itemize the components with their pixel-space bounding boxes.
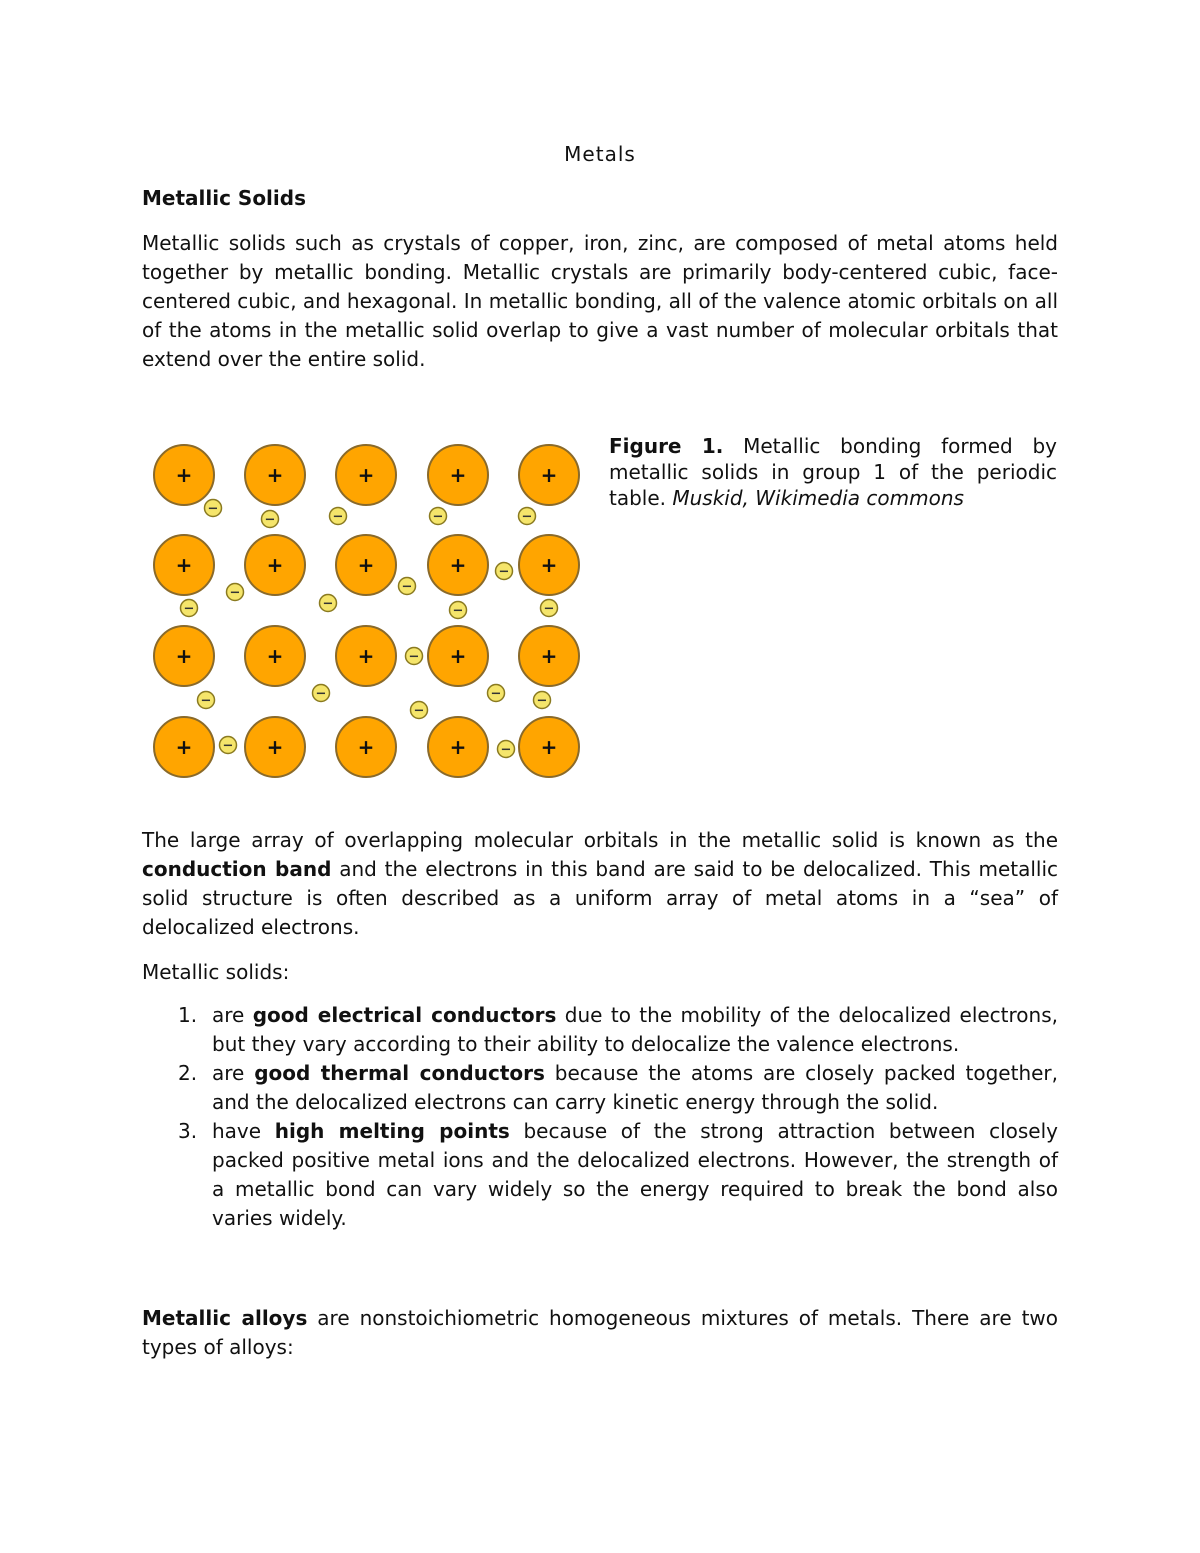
metal-ion-icon [245, 445, 305, 505]
list-text: because the atoms are closely packed together, and the delocalized electrons can carry kinetic energy through the solid. [212, 1061, 1059, 1114]
svg-text:−: − [498, 564, 510, 580]
svg-text:+: + [357, 644, 375, 668]
electron-icon [450, 602, 467, 619]
svg-text:+: + [266, 553, 284, 577]
properties-list [142, 1001, 1058, 1233]
electron-icon [181, 600, 198, 617]
list-item [142, 1117, 1058, 1233]
list-text: have [212, 1119, 275, 1143]
metal-ion-icon [519, 445, 579, 505]
electron-icon [227, 584, 244, 601]
list-item [142, 1059, 1058, 1117]
metal-ion-icon [245, 717, 305, 777]
electron-icon [411, 702, 428, 719]
paragraph-text: The large array of overlapping molecular orbitals in the metallic solid is known as the [142, 828, 1058, 852]
svg-text:+: + [266, 735, 284, 759]
list-intro: Metallic solids: [142, 960, 290, 984]
svg-text:−: − [401, 579, 413, 595]
svg-text:−: − [408, 649, 420, 665]
list-text: are [212, 1003, 253, 1027]
svg-text:−: − [315, 686, 327, 702]
bold-term: good electrical conductors [252, 1003, 557, 1027]
electron-icon [205, 500, 222, 517]
metal-ion-icon [428, 535, 488, 595]
svg-text:−: − [332, 509, 344, 525]
metal-ion-icon [519, 535, 579, 595]
electron-icon [534, 692, 551, 709]
electron-icon [198, 692, 215, 709]
figure-label: Figure 1. [609, 434, 724, 458]
list-text: are [212, 1061, 255, 1085]
svg-text:+: + [357, 553, 375, 577]
svg-text:−: − [521, 509, 533, 525]
page-title: Metals [564, 142, 636, 166]
figure-caption [609, 433, 1057, 511]
list-item [142, 1001, 1058, 1059]
electron-icon [430, 508, 447, 525]
svg-text:−: − [490, 686, 502, 702]
svg-text:+: + [175, 644, 193, 668]
electron-icon [519, 508, 536, 525]
bold-term: good thermal conductors [254, 1061, 545, 1085]
metal-ion-icon [336, 626, 396, 686]
svg-text:+: + [266, 463, 284, 487]
svg-text:+: + [540, 644, 558, 668]
svg-text:−: − [452, 603, 464, 619]
svg-text:+: + [357, 735, 375, 759]
svg-text:−: − [432, 509, 444, 525]
metallic-bonding-figure [152, 438, 592, 783]
electron-icon [313, 685, 330, 702]
metal-ion-icon [245, 535, 305, 595]
svg-text:+: + [449, 644, 467, 668]
svg-text:−: − [543, 601, 555, 617]
svg-text:+: + [449, 735, 467, 759]
paragraph-text: are nonstoichiometric homogeneous mixtures of metals. There are two types of alloys: [142, 1306, 1058, 1359]
electron-icon [220, 737, 237, 754]
electron-icon [330, 508, 347, 525]
metal-ion-icon [336, 535, 396, 595]
electron-icon [320, 595, 337, 612]
electron-icon [498, 741, 515, 758]
metal-ion-icon [519, 717, 579, 777]
svg-text:−: − [229, 585, 241, 601]
electron-icon [496, 563, 513, 580]
svg-text:+: + [540, 553, 558, 577]
list-number: 1. [178, 1003, 198, 1027]
intro-paragraph: Metallic solids such as crystals of copper, iron, zinc, are composed of metal atoms held together by metallic bonding. Metallic crystals are primarily body-centered cubic, face-centered cubic, and hexagonal. In metallic bonding, all of the valence atomic orbitals on all of the atoms in the metallic solid overlap to give a vast number of molecular orbitals that extend over the entire solid. [142, 231, 1058, 371]
svg-text:+: + [449, 463, 467, 487]
metal-ion-icon [336, 717, 396, 777]
svg-text:+: + [449, 553, 467, 577]
svg-text:−: − [183, 601, 195, 617]
metal-ion-icon [154, 626, 214, 686]
metal-ion-icon [428, 445, 488, 505]
metal-ion-icon [154, 535, 214, 595]
svg-text:−: − [264, 512, 276, 528]
svg-text:−: − [322, 596, 334, 612]
section-heading: Metallic Solids [142, 186, 306, 210]
figure-source: Muskid, Wikimedia commons [672, 486, 964, 510]
list-text: because of the strong attraction between closely packed positive metal ions and the delocalized electrons. However, the strength of a metallic bond can vary widely so the energy required to break the bond also varies widely. [212, 1119, 1058, 1230]
electron-icon [399, 578, 416, 595]
metal-ion-icon [245, 626, 305, 686]
svg-text:−: − [207, 501, 219, 517]
list-text: due to the mobility of the delocalized electrons, but they vary according to their ability to delocalize the valence electrons. [212, 1003, 1058, 1056]
metal-ion-icon [336, 445, 396, 505]
svg-text:−: − [536, 693, 548, 709]
metal-ion-icon [519, 626, 579, 686]
electron-icon [488, 685, 505, 702]
metal-ion-icon [428, 717, 488, 777]
svg-text:−: − [200, 693, 212, 709]
metal-ion-icon [428, 626, 488, 686]
svg-text:−: − [222, 738, 234, 754]
alloys-paragraph [142, 1304, 1058, 1362]
svg-text:+: + [266, 644, 284, 668]
bold-term: conduction band [142, 857, 332, 881]
electron-icon [541, 600, 558, 617]
conduction-band-paragraph [142, 826, 1058, 942]
bold-term: high melting points [274, 1119, 510, 1143]
svg-text:−: − [500, 742, 512, 758]
svg-text:+: + [357, 463, 375, 487]
list-number: 3. [178, 1119, 198, 1143]
svg-text:+: + [540, 463, 558, 487]
svg-text:+: + [540, 735, 558, 759]
list-number: 2. [178, 1061, 198, 1085]
svg-text:+: + [175, 553, 193, 577]
figure-caption-text: Metallic bonding formed by metallic solids in group 1 of the periodic table. [609, 434, 1057, 510]
paragraph-text: and the electrons in this band are said to be delocalized. This metallic solid structure is often described as a uniform array of metal atoms in a “sea” of delocalized electrons. [142, 857, 1059, 939]
metal-ion-icon [154, 717, 214, 777]
svg-text:−: − [413, 703, 425, 719]
electron-icon [262, 511, 279, 528]
metal-ion-icon [154, 445, 214, 505]
electron-icon [406, 648, 423, 665]
svg-text:+: + [175, 735, 193, 759]
bold-term: Metallic alloys [142, 1306, 308, 1330]
svg-text:+: + [175, 463, 193, 487]
